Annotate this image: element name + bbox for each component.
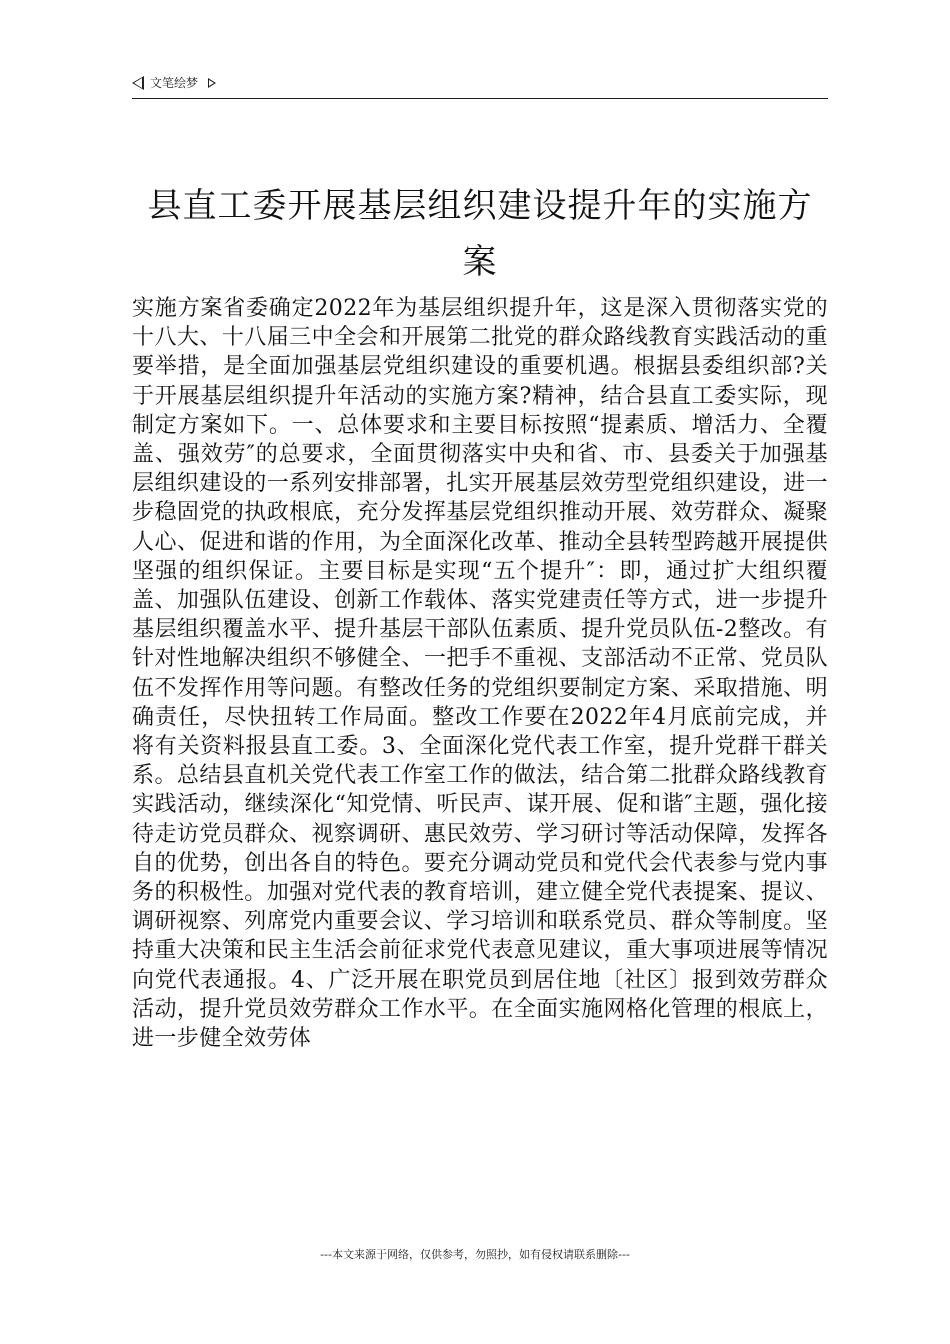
page-header <box>132 74 828 99</box>
triangle-left-icon <box>132 76 144 90</box>
brand-label: 文笔绘梦 <box>150 76 199 90</box>
triangle-right-icon <box>208 78 216 88</box>
document-body: 实施方案省委确定2022年为基层组织提升年，这是深入贯彻落实党的十八大、十八届三中全会和开展第二批党的群众路线教育实践活动的重要举措，是全面加强基层党组织建设的重要机遇。根据县委组织部?关于开展基层组织提升年活动的实施方案?精神，结合县直工委实际，现制定方案如下。一、总体要求和主要目标按照“提素质、增活力、全覆盖、强效劳″的总要求，全面贯彻落实中央和省、市、县委关于加强基层组织建设的一系列安排部署，扎实开展基层效劳型党组织建设，进一步稳固党的执政根底，充分发挥基层党组织推动开展、效劳群众、凝聚人心、促进和谐的作用，为全面深化改革、推动全县转型跨越开展提供坚强的组织保证。主要目标是实现“五个提升″：即，通过扩大组织覆盖、加强队伍建设、创新工作载体、落实党建责任等方式，进一步提升基层组织覆盖水平、提升基层干部队伍素质、提升党员队伍-2整改。有针对性地解决组织不够健全、一把手不重视、支部活动不正常、党员队伍不发挥作用等问题。有整改任务的党组织要制定方案、采取措施、明确责任，尽快扭转工作局面。整改工作要在2022年4月底前完成，并将有关资料报县直工委。3、全面深化党代表工作室，提升党群干群关系。总结县直机关党代表工作室工作的做法，结合第二批群众路线教育实践活动，继续深化“知党情、听民声、谋开展、促和谐″主题，强化接待走访党员群众、视察调研、惠民效劳、学习研讨等活动保障，发挥各自的优势，创出各自的特色。要充分调动党员和党代会代表参与党内事务的积极性。加强对党代表的教育培训，建立健全党代表提案、提议、调研视察、列席党内重要会议、学习培训和联系党员、群众等制度。坚持重大决策和民主生活会前征求党代表意见建议，重大事项进展等情况向党代表通报。4、广泛开展在职党员到居住地〔社区〕报到效劳群众活动，提升党员效劳群众工作水平。在全面实施网格化管理的根底上，进一步健全效劳体 <box>132 296 828 1052</box>
brand <box>132 74 216 91</box>
footer-notice: ---本文来源于网络，仅供参考，勿照抄，如有侵权请联系删除--- <box>320 1248 630 1261</box>
document-title: 县直工委开展基层组织建设提升年的实施方案 <box>147 186 813 282</box>
